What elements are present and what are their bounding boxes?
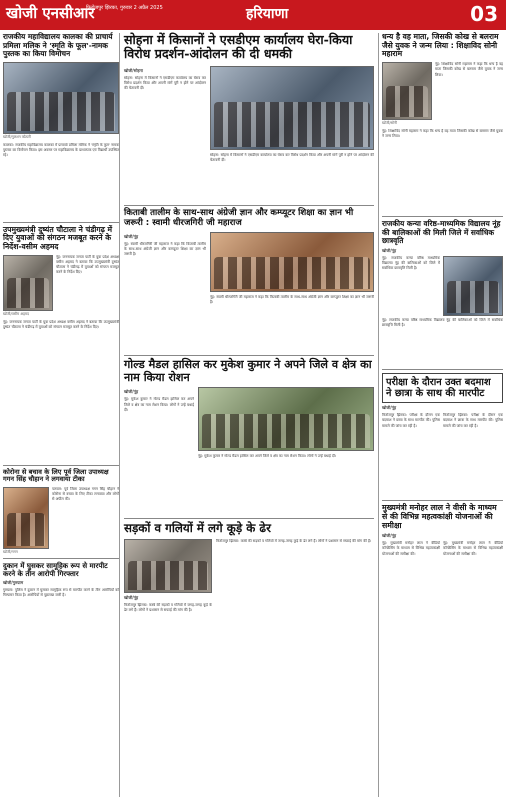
left-story1-photo <box>3 62 119 134</box>
mid-story4-caption: खोजी/नूंह <box>124 595 139 600</box>
right-story1-photo <box>382 62 432 120</box>
right-story3-headline: परीक्षा के दौरान उक्त बदमाश ने छात्रा के साथ की मारपीट <box>386 376 491 399</box>
right-story4-headline: मुख्यमंत्री मनोहर लाल ने वीसी के माध्यम से की विभिन्न महत्वकांक्षी योजनाओं की समीक्षा <box>382 503 497 531</box>
right-story2-body-cont: नूंह: राजकीय कन्या वरिष्ठ माध्यमिक विद्यालय नूंह की बालिकाओं को जिले में सर्वाधिक छात्रवृत्ति मिली है। <box>382 317 503 327</box>
right-story3-body: फिरोजपुर झिरका: परीक्षा के दौरान एक बदमाश ने छात्रा के साथ मारपीट की। पुलिस मामले की जांच कर रही है। <box>382 413 440 428</box>
mid-lead-body-cont: सोहना: सोहना में किसानों ने एसडीएम कार्यालय का घेराव कर विरोध प्रदर्शन किया और अपनी मांगें पूरी न होने पर आंदोलन की चेतावनी दी। <box>210 152 374 163</box>
right-story3-caption: खोजी/नूंह <box>382 405 397 411</box>
mid-story3-body: नूंह: मुकेश कुमार ने गोल्ड मैडल हासिल कर अपने जिले व क्षेत्र का नाम रोशन किया। लोगों ने उन्हें बधाई दी। <box>124 397 194 412</box>
right-story2-photo <box>443 256 503 316</box>
right-story3-body-cont: फिरोजपुर झिरका: परीक्षा के दौरान एक बदमाश ने छात्रा के साथ मारपीट की। पुलिस मामले की जांच कर रही है। <box>443 413 503 428</box>
left-story1-caption: खोजी/गुलशन कोठारी <box>3 134 31 139</box>
right-story1-body-cont: नूंह: शिक्षाविद सोनी महाराम ने कहा कि धन्य है वह माता जिसकी कोख से बलराम जैसे युवक ने जन्म लिया। <box>382 129 503 139</box>
mid-story2-caption: खोजी/नूंह <box>124 233 139 239</box>
right-story2-caption: खोजी/नूंह <box>382 247 397 253</box>
right-story2-headline: राजकीय कन्या वरिष्ठ-माध्यमिक विद्यालय नूंह की बालिकाओं की मिली जिले में सर्वाधिक छात्रवृति <box>382 219 501 246</box>
left-story2-body-cont: नूंह: जननायक जनता पार्टी के युवा प्रदेश अध्यक्ष वसीम अहमद ने बताया कि उपमुख्यमंत्री दुष्यंत चौटाला ने चंडीगढ़ में युवाओं को संगठन मजबूत करने के निर्देश दिए। <box>3 319 119 329</box>
mid-story2-photo <box>210 232 374 292</box>
mid-story4-photo <box>124 539 212 593</box>
right-story1-caption: खोजी/सोनी <box>382 121 397 126</box>
left-column <box>3 33 120 797</box>
mid-lead-body: सोहना: सोहना में किसानों ने एसडीएम कार्यालय का घेराव कर विरोध प्रदर्शन किया और अपनी मांगें पूरी न होने पर आंदोलन की चेतावनी दी। <box>124 75 206 91</box>
mid-story3-body-cont: नूंह: मुकेश कुमार ने गोल्ड मैडल हासिल कर अपने जिले व क्षेत्र का नाम रोशन किया। लोगों ने उन्हें बधाई दी। <box>198 454 337 459</box>
right-story1-body: नूंह: शिक्षाविद सोनी महाराम ने कहा कि धन्य है वह माता जिसकी कोख से बलराम जैसे युवक ने जन्म लिया। <box>435 62 503 77</box>
paper-name: खोजी एनसीआर <box>6 4 95 22</box>
mid-story4-headline: सड़कों व गलियों में लगे कूड़े के ढेर <box>124 521 271 536</box>
mid-story4-body: फिरोजपुर झिरका: कस्बे की सड़कों व गलियों में जगह-जगह कूड़े के ढेर लगे हैं। लोगों ने प्रशासन से सफाई की मांग की है। <box>124 603 212 613</box>
mid-story3-photo <box>198 387 374 451</box>
left-story3-headline: कोरोना से बचाव के लिए पूर्व जिला उपाध्यक्ष गगन सिंह चौहान ने लगवाया टीका <box>3 467 109 484</box>
dateline: फिरोजपुर झिरका, गुरुवार 2 अप्रैल 2025 <box>86 5 163 11</box>
middle-column <box>124 33 374 797</box>
left-story2-photo <box>3 255 53 311</box>
right-story1-headline: धन्य है वह माता, जिसकी कोख से बलराम जैसे युवक ने जन्म लिया : शिक्षाविद सोनी महाराम <box>382 32 499 59</box>
right-story3-box <box>382 373 503 404</box>
left-story2-caption: खोजी/वसीम अहमद <box>3 311 30 316</box>
left-story1-headline: राजकीय महाविद्यालय कालका की प्राचार्य प्रमिला मलिक ने 'स्मृति के फूल'-नामक पुस्तक का किया विमोचन <box>3 32 113 59</box>
left-story4-headline: दुकान में घुसकर सामूहिक रूप से मारपीट करने के तीन आरोपी गिरफ्तार <box>3 561 108 578</box>
left-story3-caption: खोजी/गगन <box>3 549 18 554</box>
right-story2-body: नूंह: राजकीय कन्या वरिष्ठ माध्यमिक विद्यालय नूंह की बालिकाओं को जिले में सर्वाधिक छात्रवृत्ति मिली है। <box>382 255 440 271</box>
mid-lead-caption: खोजी/सोहना <box>124 67 143 73</box>
left-story3-body: पलवल: पूर्व जिला उपाध्यक्ष गगन सिंह चौहान ने कोरोना से बचाव के लिए टीका लगवाया और लोगों से अपील की। <box>52 486 119 502</box>
mid-story2-body: नूंह: स्वामी धीरजगिरी जी महाराज ने कहा कि किताबी तालीम के साथ-साथ अंग्रेजी ज्ञान और कम्प्यूटर शिक्षा का ज्ञान भी जरूरी है। <box>124 241 206 257</box>
left-story2-body: नूंह: जननायक जनता पार्टी के युवा प्रदेश अध्यक्ष वसीम अहमद ने बताया कि उपमुख्यमंत्री दुष्यंत चौटाला ने चंडीगढ़ में युवाओं को संगठन मजबूत करने के निर्देश दिए। <box>56 254 119 275</box>
mid-story2-headline: किताबी तालीम के साथ-साथ अंग्रेजी ज्ञान और कम्प्यूटर शिक्षा का ज्ञान भी जरूरी : स्वामी धीरजगिरी जी महाराज <box>124 207 354 228</box>
left-story4-caption: खोजी/गुरुग्राम <box>3 579 24 585</box>
left-story2-headline: उपमुख्यमंत्री दुष्यंत चौटाला ने चंडीगढ़ में दिए युवाओं को संगठन मजबूत करने के निर्देश-वसीम अहमद <box>3 224 113 251</box>
right-story4-body: नूंह: मुख्यमंत्री मनोहर लाल ने वीडियो कॉन्फ्रेंसिंग के माध्यम से विभिन्न महत्वकांक्षी योजनाओं की समीक्षा की। <box>382 541 440 556</box>
right-story4-caption: खोजी/नूंह <box>382 533 397 539</box>
left-story4-body: गुरुग्राम: पुलिस ने दुकान में घुसकर सामूहिक रूप से मारपीट करने के तीन आरोपियों को गिरफ्तार किया है। आरोपियों से पूछताछ जारी है। <box>3 587 119 598</box>
mid-lead-headline: सोहना में किसानों ने एसडीएम कार्यालय घेरा-किया विरोध प्रदर्शन-आंदोलन की दी धमकी <box>124 32 353 62</box>
right-story4-body-cont: नूंह: मुख्यमंत्री मनोहर लाल ने वीडियो कॉन्फ्रेंसिंग के माध्यम से विभिन्न महत्वकांक्षी योजनाओं की समीक्षा की। <box>443 541 503 556</box>
right-column <box>378 33 503 797</box>
masthead <box>0 0 506 30</box>
section-title: हरियाणा <box>246 6 289 22</box>
mid-story3-caption: खोजी/नूंह <box>124 389 139 395</box>
mid-story2-body-cont: नूंह: स्वामी धीरजगिरी जी महाराज ने कहा कि किताबी तालीम के साथ-साथ अंग्रेजी ज्ञान और कम्प्यूटर शिक्षा का ज्ञान भी जरूरी है। <box>210 294 374 304</box>
left-story1-body: कालका: राजकीय महाविद्यालय कालका में प्राचार्या प्रमिला मलिक ने 'स्मृति के फूल' नामक पुस्तक का विमोचन किया। इस अवसर पर महाविद्यालय के प्राध्यापक एवं विद्यार्थी उपस्थित रहे। <box>3 142 119 157</box>
mid-story3-headline: गोल्ड मैडल हासिल कर मुकेश कुमार ने अपने जिले व क्षेत्र का नाम किया रोशन <box>124 357 372 384</box>
mid-story4-body-cont: फिरोजपुर झिरका: कस्बे की सड़कों व गलियों में जगह-जगह कूड़े के ढेर लगे हैं। लोगों ने प्रशासन से सफाई की मांग की है। <box>216 539 372 543</box>
page-number: 03 <box>470 2 498 26</box>
mid-lead-photo <box>210 66 374 150</box>
left-story3-photo <box>3 487 49 549</box>
